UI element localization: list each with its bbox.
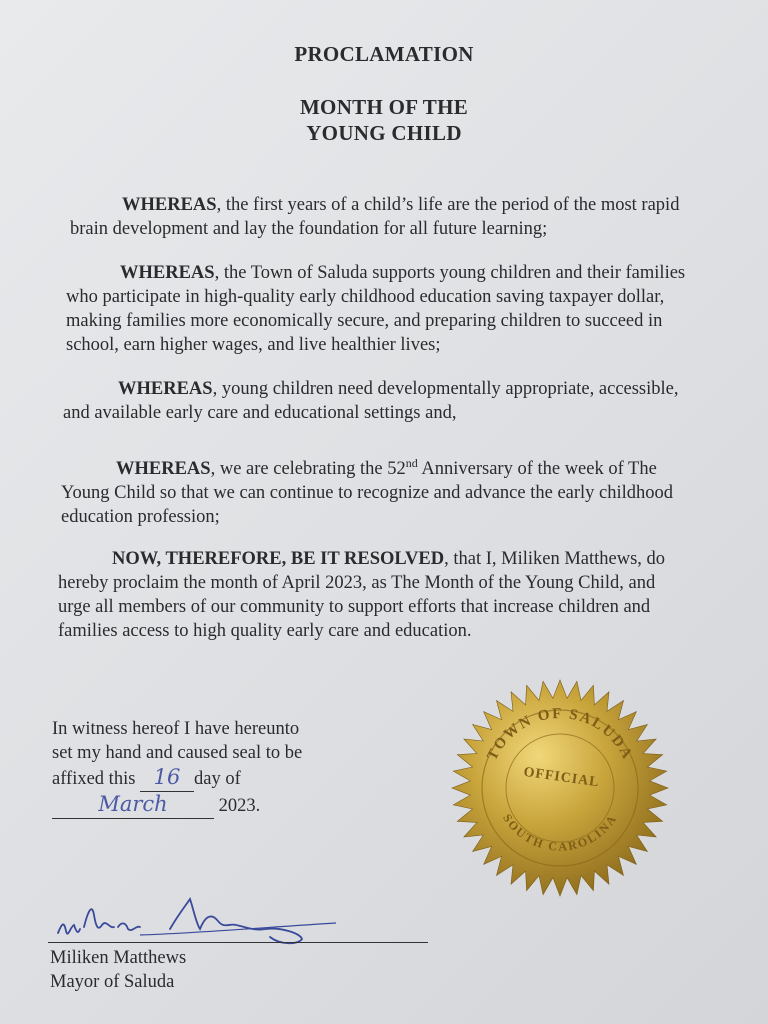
paragraph-line: , the Town of Saluda supports young children and their families xyxy=(214,263,686,283)
seal-top-text: TOWN OF SALUDA xyxy=(484,705,636,764)
paragraph-line: , that I, Miliken Matthews, do xyxy=(444,549,666,569)
whereas-paragraph-4 xyxy=(61,451,673,529)
resolution-label: NOW, THEREFORE, BE IT RESOLVED xyxy=(112,549,445,569)
handwritten-month: March xyxy=(98,792,168,816)
whereas-label: WHEREAS xyxy=(118,379,213,399)
witness-line: affixed this xyxy=(52,769,136,789)
document-title: PROCLAMATION xyxy=(294,42,474,66)
paragraph-line: urge all members of our community to support efforts that increase children and xyxy=(58,597,651,617)
paragraph-line: and available early care and educational settings and, xyxy=(63,403,457,423)
document-subtitle-line2: YOUNG CHILD xyxy=(306,121,462,145)
handwritten-day: 16 xyxy=(153,765,181,789)
whereas-paragraph-3 xyxy=(63,377,679,425)
document-subtitle-line1: MONTH OF THE xyxy=(299,95,469,119)
paragraph-line: Young Child so that we can continue to recognize and advance the early childhood xyxy=(61,483,674,504)
official-seal xyxy=(450,678,670,898)
signature-line xyxy=(48,942,428,943)
witness-block xyxy=(52,717,372,819)
witness-line: day of xyxy=(194,769,241,789)
resolution-paragraph xyxy=(58,547,665,643)
witness-line: set my hand and caused seal to be xyxy=(52,743,303,763)
paragraph-line: hereby proclaim the month of April 2023, as The Month of the Young Child, and xyxy=(58,573,656,593)
whereas-label: WHEREAS xyxy=(120,263,215,283)
whereas-label: WHEREAS xyxy=(122,195,217,215)
ordinal-suffix: nd xyxy=(405,456,418,470)
witness-line: In witness hereof I have hereunto xyxy=(52,719,300,739)
witness-year: 2023. xyxy=(218,796,261,816)
paragraph-line: families access to high quality early care and education. xyxy=(58,621,472,641)
paragraph-line: , we are celebrating the 52 xyxy=(210,459,406,480)
paragraph-line: brain development and lay the foundation for all future learning; xyxy=(70,219,548,239)
paragraph-line: Anniversary of the week of The xyxy=(417,459,657,480)
paragraph-line: , young children need developmentally appropriate, accessible, xyxy=(212,379,679,399)
signature-block xyxy=(50,946,186,994)
paragraph-line: school, earn higher wages, and live healthier lives; xyxy=(66,335,441,355)
signer-title: Mayor of Saluda xyxy=(50,972,175,992)
seal-center-text: OFFICIAL xyxy=(522,764,601,791)
paragraph-line: who participate in high-quality early childhood education saving taxpayer dollar, xyxy=(66,287,665,307)
paragraph-line: education profession; xyxy=(61,507,220,528)
signer-name: Miliken Matthews xyxy=(50,948,187,968)
whereas-paragraph-1 xyxy=(70,193,679,241)
seal-bottom-text: SOUTH CAROLINA xyxy=(500,811,620,854)
whereas-label: WHEREAS xyxy=(116,459,211,480)
whereas-paragraph-2 xyxy=(66,261,685,357)
paragraph-line: making families more economically secure, and preparing children to succeed in xyxy=(66,311,663,331)
paragraph-line: , the first years of a child’s life are the period of the most rapid xyxy=(216,195,680,215)
